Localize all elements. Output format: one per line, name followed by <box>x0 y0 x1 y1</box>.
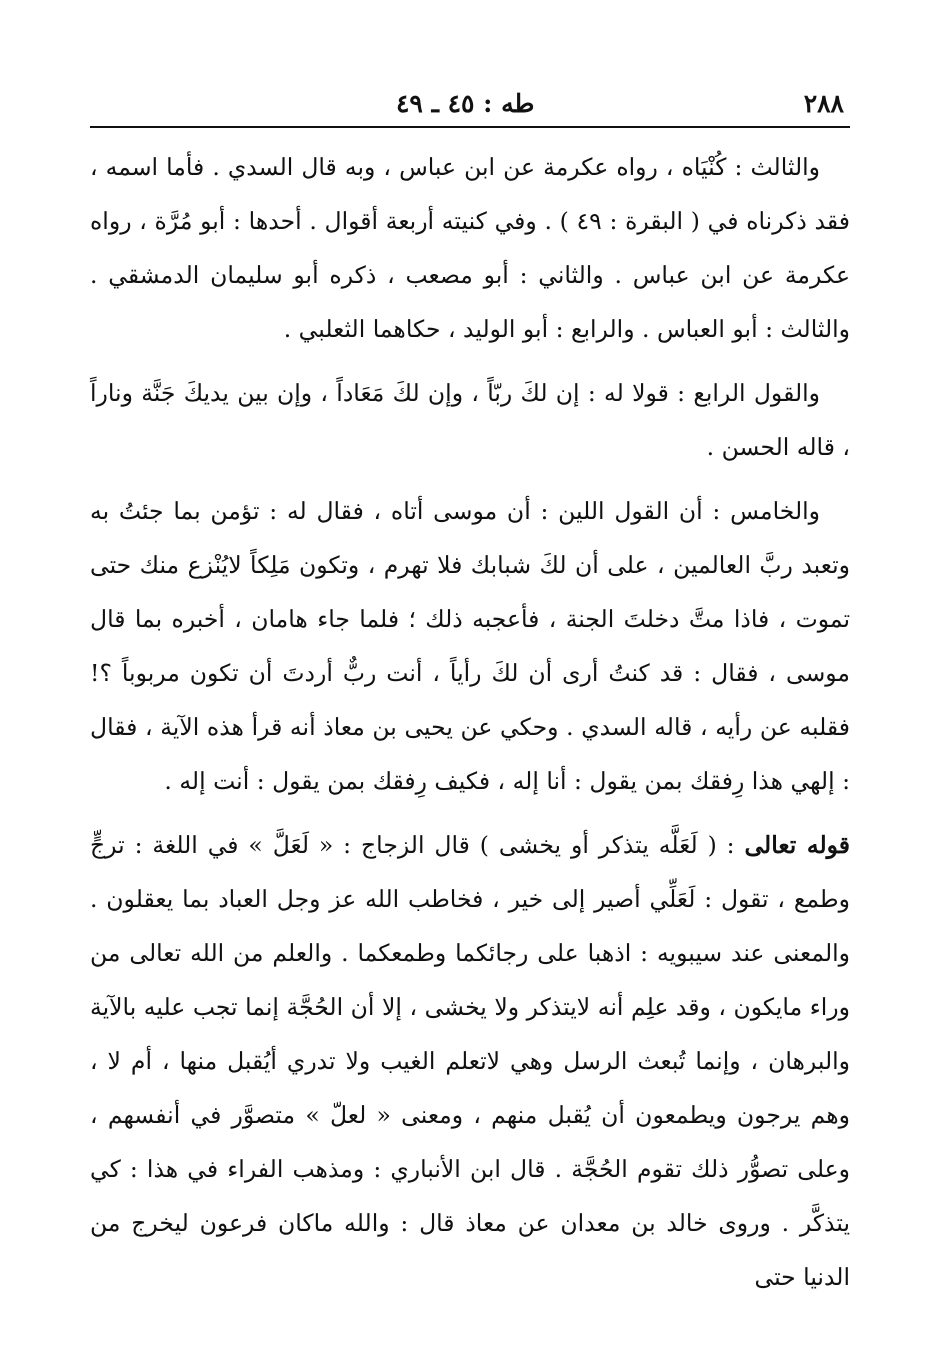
paragraph-text: : ( لَعَلَّه يتذكر أو يخشى ) قال الزجاج : « لَعَلَّ » في اللغة : ترجٍّ وطمع ، تقول : لَعَلِّي أصير إلى خير ، فخاطب الله عز وجل العباد بما يعقلون . والمعنى عند سيبويه : اذهبا على رجائكما وطمعكما . والعلم من الله تعالى من وراء مايكون ، وقد علِم أنه لايتذكر ولا يخشى ، إلا أن الحُجَّة إنما تجب عليه بالآية والبرهان ، وإنما تُبعث الرسل وهي لاتعلم الغيب ولا تدري أيُقبل منها ، أم لا ، وهم يرجون ويطمعون أن يُقبل منهم ، ومعنى « لعلّ » متصوَّر في أنفسهم ، وعلى تصوُّر ذلك تقوم الحُجَّة . قال ابن الأنباري : ومذهب الفراء في هذا : كي يتذكَّر . وروى خالد بن معدان عن معاذ قال : والله ماكان فرعون ليخرج من الدنيا حتى <box>90 831 850 1291</box>
page-number: ٢٨٨ <box>803 89 844 118</box>
page-header <box>90 78 850 118</box>
paragraph-kunya <box>90 140 850 356</box>
paragraph-text: والقول الرابع : قولا له : إن لكَ ربّاً ، وإن لكَ مَعَاداً ، وإن بين يديكَ جَنَّة وناراً ، قاله الحسن . <box>90 379 850 461</box>
paragraph-lead: قوله تعالى <box>744 831 850 859</box>
book-page <box>90 78 850 1348</box>
header-rule <box>90 126 850 128</box>
running-title: طه : ٤٥ ـ ٤٩ <box>396 89 535 118</box>
paragraph-fourth-saying <box>90 366 850 474</box>
paragraph-quran-commentary <box>90 818 850 1304</box>
paragraph-text: والخامس : أن القول اللين : أن موسى أتاه ، فقال له : تؤمن بما جئتُ به وتعبد ربَّ العالمين ، على أن لكَ شبابك فلا تهرم ، وتكون مَلِكاً لايُنْزع منك حتى تموت ، فاذا متَّ دخلتَ الجنة ، فأعجبه ذلك ؛ فلما جاء هامان ، أخبره بما قال موسى ، فقال : قد كنتُ أرى أن لكَ رأياً ، أنت ربٌّ أردتَ أن تكون مربوباً ؟! فقلبه عن رأيه ، قاله السدي . وحكي عن يحيى بن معاذ أنه قرأ هذه الآية ، فقال : إلهي هذا رِفقك بمن يقول : أنا إله ، فكيف رِفقك بمن يقول : أنت إله . <box>90 497 850 795</box>
paragraph-text: والثالث : كُنْيَاه ، رواه عكرمة عن ابن عباس ، وبه قال السدي . فأما اسمه ، فقد ذكرناه في ( البقرة : ٤٩ ) . وفي كنيته أربعة أقوال . أحدها : أبو مُرَّة ، رواه عكرمة عن ابن عباس . والثاني : أبو مصعب ، ذكره أبو سليمان الدمشقي . والثالث : أبو العباس . والرابع : أبو الوليد ، حكاهما الثعلبي . <box>90 153 850 343</box>
paragraph-fifth-saying <box>90 484 850 808</box>
